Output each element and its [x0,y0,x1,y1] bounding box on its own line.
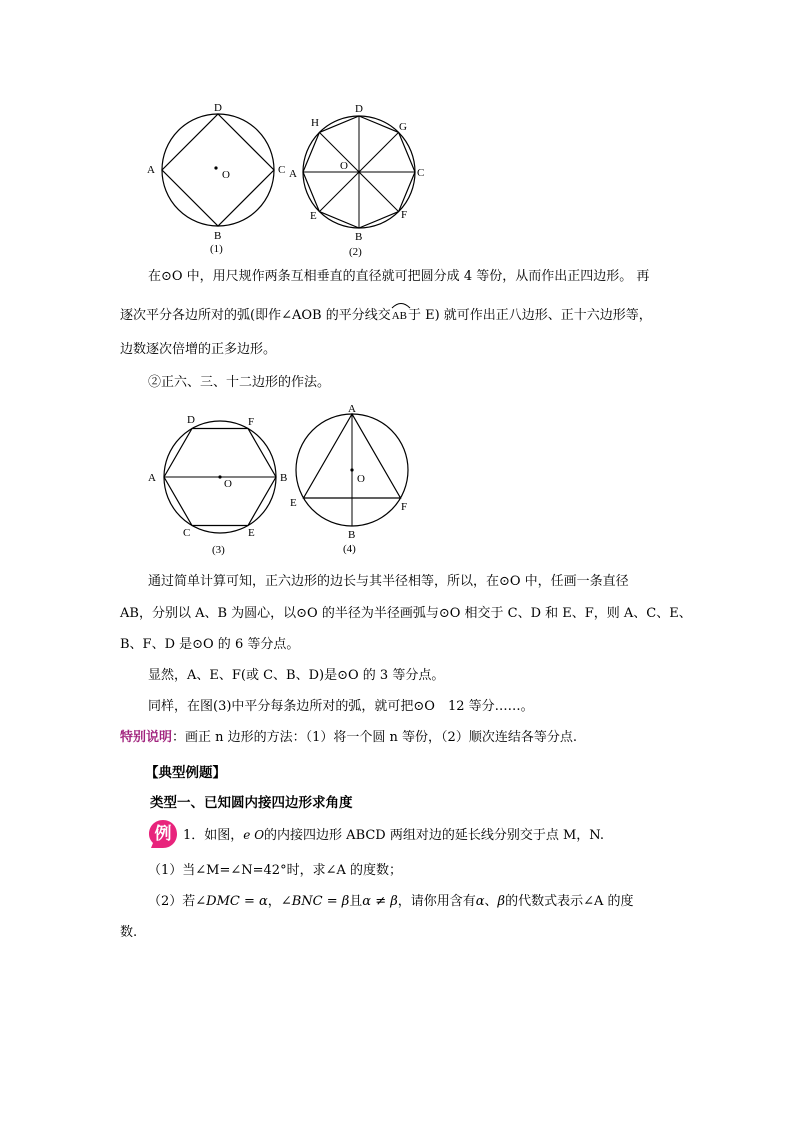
label-f: F [401,209,408,221]
math-expr: α [475,894,485,909]
label-f: F [401,501,408,513]
special-note [120,729,577,747]
text-segment: 于 E) 就可作出正八边形、正十六边形等， [407,308,652,323]
section-heading: 【典型例题】 [145,765,226,781]
text-segment: 、 [484,894,498,909]
label-o: O [357,473,365,485]
special-note-label: 特别说明 [120,730,173,745]
paragraph-line: 边数逐次倍增的正多边形。 [120,342,277,357]
text-segment: （2）若 [148,894,196,909]
label-d: D [355,103,363,115]
figure-1 [140,98,300,258]
label-e: E [290,497,297,509]
label-c: C [183,527,191,539]
paragraph-line: 在⊙O 中，用尺规作两条互相垂直的直径就可把圆分成 4 等份，从而作出正四边形。 再 [148,269,650,284]
label-a: A [289,168,297,180]
label-b: B [214,230,222,242]
label-o: O [222,169,230,181]
text-segment: ，请你用含有 [397,894,476,909]
figure-2 [285,98,435,263]
text-segment: 逐次平分各边所对的弧(即作∠AOB 的平分线交 [120,308,391,323]
question-2-continuation: 数. [120,925,138,940]
figure-1-caption: (1) [210,243,223,255]
math-expr: α ≠ β [362,894,398,909]
label-e: E [248,527,255,539]
special-note-text: ：画正 n 边形的方法：（1）将一个圆 n 等份，（2）顺次连结各等分点. [172,730,577,745]
paragraph-line [120,307,652,325]
label-b: B [348,529,356,541]
question-1: （1）当∠M=∠N=42°时，求∠A 的度数； [148,863,402,878]
paragraph-line: 同样，在图(3)中平分每条边所对的弧，就可把⊙O 12 等分……。 [148,699,534,714]
label-d: D [214,102,222,114]
example-badge [148,819,178,849]
badge-label: 例 [154,824,172,844]
paragraph-line: B、F、D 是⊙O 的 6 等分点。 [120,637,300,652]
label-o: O [340,160,348,172]
paragraph-line: 显然，A、E、F(或 C、B、D)是⊙O 的 3 等分点。 [148,668,445,683]
figure-3-caption: (3) [212,544,225,556]
text-segment: ， [267,894,281,909]
label-g: G [399,121,407,133]
label-f: F [248,416,255,428]
label-a: A [348,403,356,415]
text-segment: 的代数式表示∠A 的度 [505,894,634,909]
label-e: E [310,210,317,222]
arc-symbol [391,301,411,309]
arc-label: AB [391,310,407,322]
paragraph-line: ②正六、三、十二边形的作法。 [148,375,331,390]
example-line [183,826,604,845]
label-o: O [224,478,232,490]
figure-3 [140,405,300,560]
figure-4-caption: (4) [343,543,356,555]
text-segment: 且 [349,894,363,909]
paragraph-line: 通过简单计算可知，正六边形的边长与其半径相等，所以，在⊙O 中，任画一条直径 [148,574,629,589]
type-heading: 类型一、已知圆内接四边形求角度 [150,795,353,811]
paragraph-line: AB，分别以 A、B 为圆心，以⊙O 的半径为半径画弧与⊙O 相交于 C、D 和 E、F，则 A、C、E、 [120,606,692,621]
label-a: A [148,472,156,484]
figure-4 [285,400,435,560]
math-expr: β [497,894,506,909]
label-c: C [278,164,286,176]
math-expr: ∠DMC = α [195,894,268,909]
label-d: D [187,414,195,426]
arc-ab [391,307,408,325]
label-b: B [280,472,288,484]
label-a: A [147,164,155,176]
label-c: C [417,167,425,179]
text-segment: 1．如图， [183,828,244,843]
text-segment: 的内接四边形 ABCD 两组对边的延长线分别交于点 M，N. [264,828,604,843]
question-2 [148,893,633,911]
math-expr: ∠BNC = β [280,894,350,909]
label-b: B [355,231,363,243]
circle-o-symbol: e O [243,828,265,842]
label-h: H [311,117,319,129]
figure-2-caption: (2) [349,246,362,258]
